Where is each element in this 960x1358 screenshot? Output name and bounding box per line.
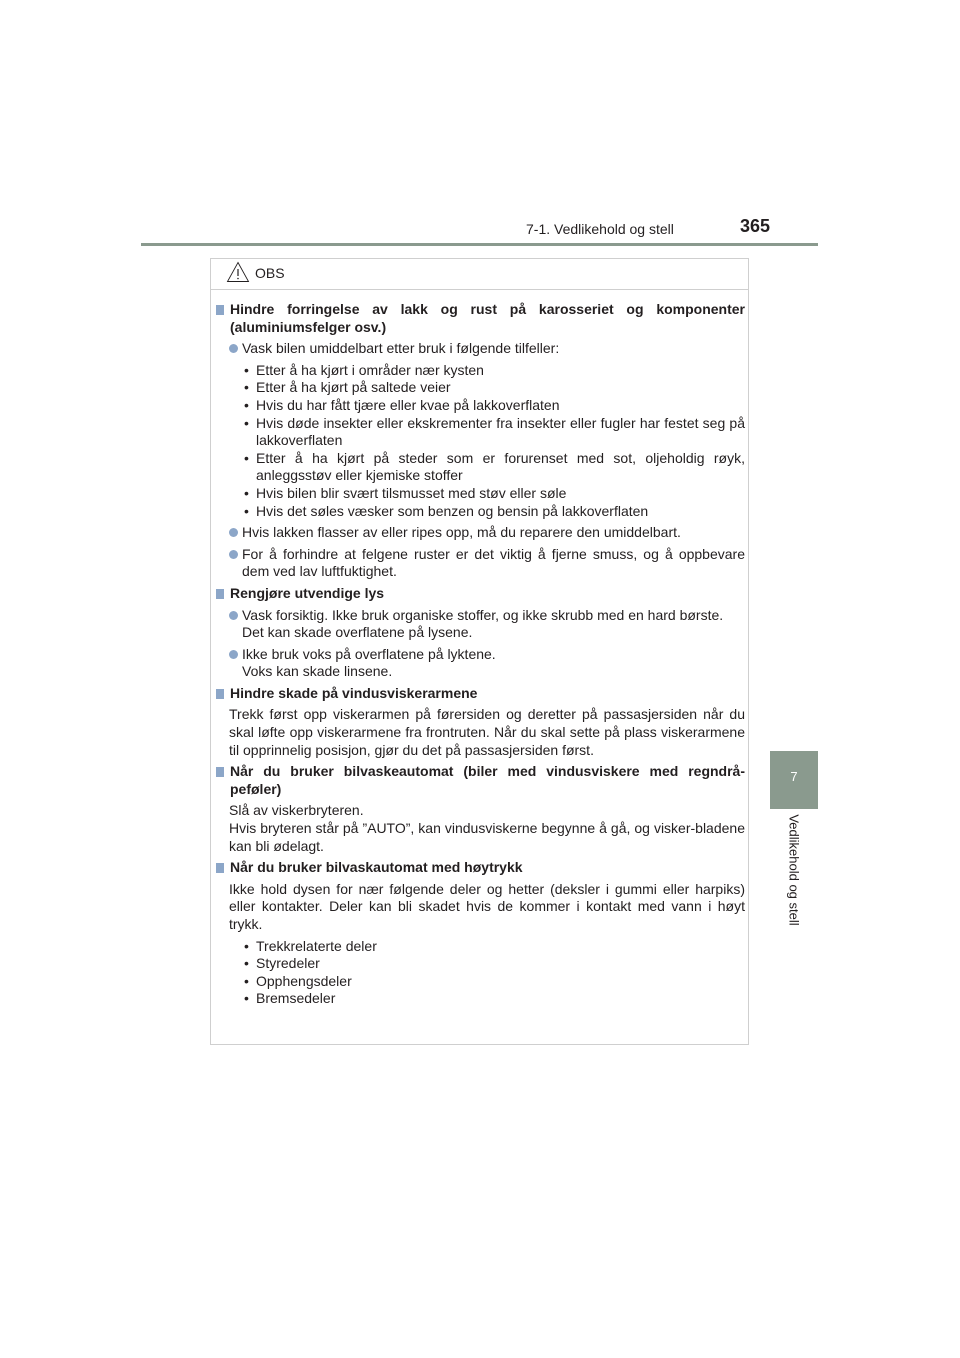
section-square-icon	[216, 689, 224, 699]
section-heading: Hindre skade på vindusviskerarmene	[216, 685, 745, 703]
sub-list-item: • Etter å ha kjørt på steder som er forurenset med sot, oljeholdig røyk, anleggsstøv eller kjemiske stoffer	[244, 449, 745, 484]
paragraph: Trekk først opp viskerarmen på førersiden og deretter på passasjersiden når du skal løfte opp viskerarmene fra frontruten. Når du skal sette på plass viskerarmene til opprinnelig posisjon, gjør du det på passasjersiden først.	[229, 706, 745, 758]
bullet-dot-icon	[229, 528, 238, 537]
chapter-tab-number: 7	[790, 769, 798, 784]
section-heading: Rengjøre utvendige lys	[216, 585, 745, 603]
page-number: 365	[740, 216, 771, 236]
warning-triangle-icon	[226, 261, 250, 288]
notice-content	[216, 301, 745, 1012]
sub-list-item: • Bremsedeler	[244, 990, 336, 1007]
sub-list-item: • Etter å ha kjørt på saltede veier	[244, 379, 451, 396]
section-square-icon	[216, 305, 224, 315]
notice-header	[211, 259, 748, 290]
list-item: Vask bilen umiddelbart etter bruk i følgende tilfeller:	[216, 340, 745, 358]
bullet-dot-icon	[229, 650, 238, 659]
sub-list-item: • Opphengsdeler	[244, 972, 352, 989]
header-section-title: 7-1. Vedlikehold og stell	[526, 221, 674, 237]
paragraph: Slå av viskerbryteren. Hvis bryteren står på ”AUTO”, kan vindusviskerne begynne å gå, og visker-bladene kan bli ødelagt.	[229, 802, 745, 854]
list-item: Ikke bruk voks på overflatene på lyktene. Voks kan skade linsene.	[216, 646, 745, 681]
list-item: Hvis lakken flasser av eller ripes opp, må du reparere den umiddelbart.	[216, 524, 745, 542]
section-heading: Hindre forringelse av lakk og rust på karosseriet og komponenter (aluminiumsfelger osv.)	[216, 301, 745, 336]
section-square-icon	[216, 863, 224, 873]
bullet-dot-icon	[229, 550, 238, 559]
sub-list-item: • Hvis du har fått tjære eller kvae på lakkoverflaten	[244, 396, 560, 413]
sub-list-item: • Etter å ha kjørt i områder nær kysten	[244, 361, 484, 378]
sub-list-item: • Styredeler	[244, 955, 320, 972]
bullet-dot-icon	[229, 611, 238, 620]
sub-list	[216, 362, 745, 520]
sub-list-item: • Trekkrelaterte deler	[244, 937, 377, 954]
sub-list	[216, 938, 745, 1008]
bullet-dot-icon	[229, 344, 238, 353]
chapter-side-label: Vedlikehold og stell	[786, 814, 802, 926]
section-heading: Når du bruker bilvaskeautomat (biler med vindusviskere med regndrå-peføler)	[216, 763, 745, 798]
list-item: Vask forsiktig. Ikke bruk organiske stoffer, og ikke skrubb med en hard børste. Det kan skade overflatene på lysene.	[216, 607, 745, 642]
sub-list-item: • Hvis bilen blir svært tilsmusset med støv eller søle	[244, 484, 567, 501]
paragraph: Ikke hold dysen for nær følgende deler og hetter (deksler i gummi eller harpiks) eller kontakter. Deler kan bli skadet hvis de kommer i kontakt med vann i høyt trykk.	[229, 880, 745, 932]
sub-list-item: • Hvis døde insekter eller ekskrementer fra insekter eller fugler har festet seg på lakkoverflaten	[244, 414, 745, 449]
section-square-icon	[216, 767, 224, 777]
chapter-tab[interactable]	[770, 751, 818, 809]
section-heading: Når du bruker bilvaskautomat med høytrykk	[216, 859, 745, 877]
list-item: For å forhindre at felgene ruster er det viktig å fjerne smuss, og å oppbevare dem ved lav luftfuktighet.	[216, 546, 745, 581]
section-square-icon	[216, 589, 224, 599]
notice-title: OBS	[255, 265, 285, 281]
header-rule	[141, 243, 818, 246]
notice-box	[210, 258, 749, 1045]
sub-list-item: • Hvis det søles væsker som benzen og bensin på lakkoverflaten	[244, 502, 649, 519]
